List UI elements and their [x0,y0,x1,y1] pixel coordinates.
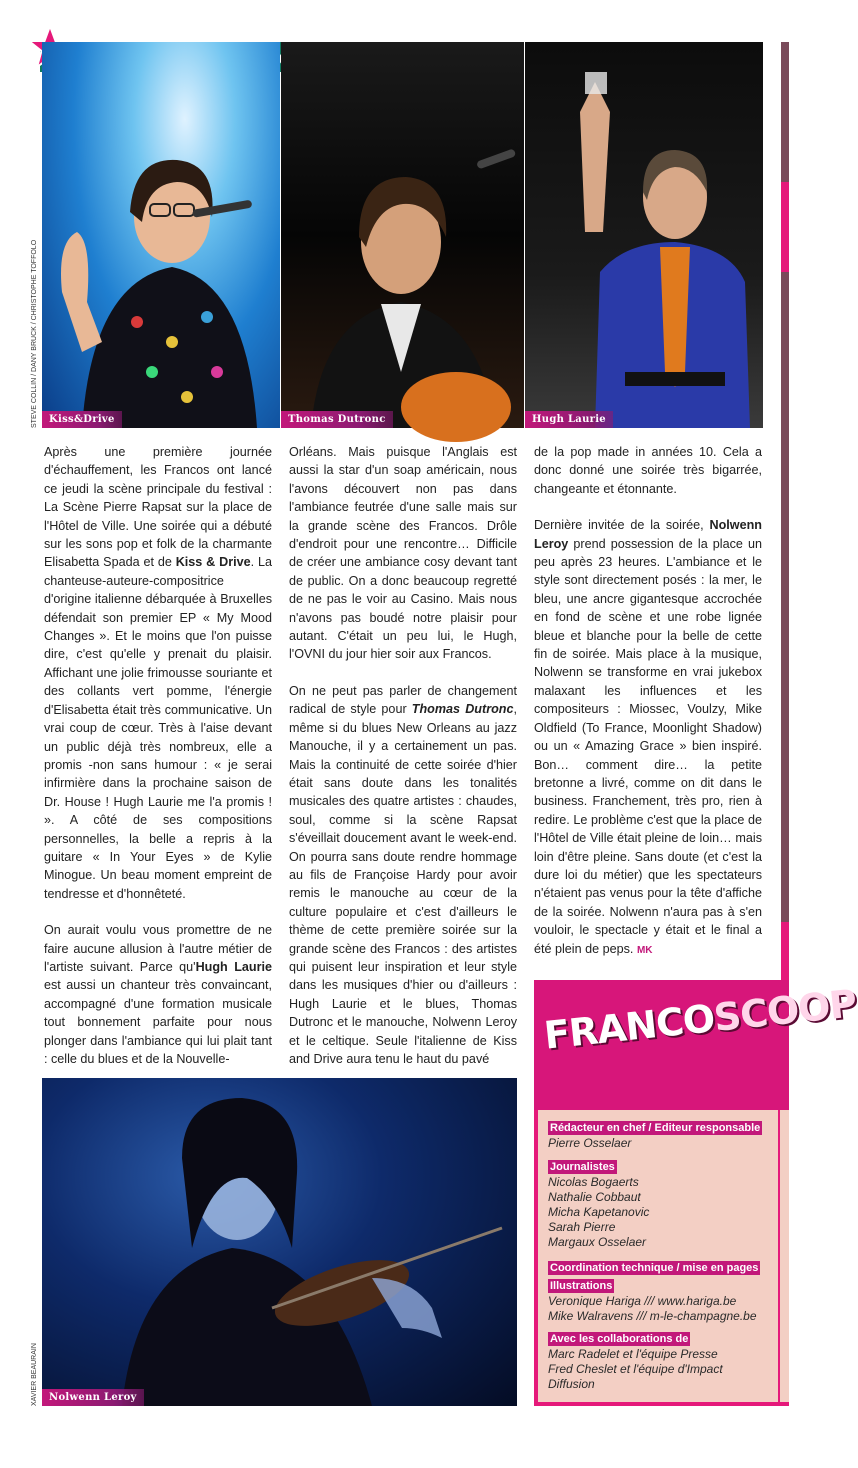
francoscoop-box [534,980,858,1406]
credits-line: Micha Kapetanovic [548,1205,650,1219]
photo-credit-top: STEVE COLLIN / DANY BRUCK / CHRISTOPHE TOFFOLO [31,239,38,428]
article-text: On aurait voulu vous promettre de ne faire aucune allusion à l'autre métier de l'artiste suivant. Parce qu' [44,923,272,974]
article-text: Dernière invitée de la soirée, [534,518,710,533]
credits-line: Marc Radelet et l'équipe Presse [548,1347,718,1361]
francoscoop-logo: FRANCOSCOOP [542,981,858,1058]
credits-line: Veronique Hariga /// www.hariga.be [548,1294,737,1308]
article-column-1 [44,443,272,1086]
credits-heading: Illustrations [550,1280,613,1292]
article-text: . La chanteuse-auteure-compositrice d'origine italienne débarquée à Bruxelles défendait son premier EP « My Mood Changes ». Et le moins que l'on puisse dire, c'est qu'elle y prenait du plaisir. Affichant une jolie frimousse souriante et des collants vert pomme, l'énergie d'Elisabetta était très communicative. Un vrai coup de cœur. Très à l'aise devant un public déjà très nombreux, elle a promis -non sans humour : « je serai infirmière dans la prochaine saison de Dr. House ! Hugh Laurie me l'a promis ! ». A côté de ses compositions personnelles, la belle a repris à la guitare « In Your Eyes » de Kylie Minogue. Un beau moment empreint de tendresse et d'honnêteté. [44,555,272,901]
credits-panel [538,1110,778,1402]
photo-caption: Kiss&Drive [42,411,122,428]
article-bold: Kiss & Drive [175,555,251,570]
photo-kiss-drive [42,42,280,428]
photo-thomas-dutronc [281,42,524,428]
article-text: Orléans. Mais puisque l'Anglais est aussi la star d'un soap américain, nous l'avons découvert non pas dans l'ambiance feutrée d'une salle mais sur la grande scène des Francos. Drôle d'endroit pour une rencontre… Difficile de créer une ambiance cosy devant tant de public. On a donc beaucoup regretté de ne pas le voir au Casino. Mais nous n'avons pas boudé notre plaisir pour autant. C'était un peu lui, le Hugh, l'OVNI du jour hier soir aux Francos. [289,445,517,662]
article-bold: Thomas Dutronc [411,702,514,717]
photo-caption: Thomas Dutronc [281,411,393,428]
credits-line: Nathalie Cobbaut [548,1190,641,1204]
photo-caption: Nolwenn Leroy [42,1389,144,1406]
article-column-2 [289,443,517,1086]
credits-line: Fred Cheslet et l'équipe d'Impact [548,1362,723,1376]
credits-heading: Journalistes [550,1161,615,1173]
credits-heading: Avec les collaborations de [550,1333,689,1345]
credits-line: Sarah Pierre [548,1220,616,1234]
credits-line: Nicolas Bogaerts [548,1175,639,1189]
article-text: , même si du blues New Orleans au jazz Manouche, il y a certainement un pas. Mais la continuité de cette soirée d'hier était sans doute dans les tonalités musicales des quatre artistes : chaudes, soul, comme si la scène Rapsat s'éveillait doucement avant le week-end. On pourra sans doute rendre hommage au fils de Françoise Hardy pour avoir remis le manouche au cœur de la culture populaire et c'est d'ailleurs le thème de cette première soirée sur la grande scène des Francos : des artistes qui puisent leur inspiration et leur style dans les musiques d'hier ou d'ailleurs : Hugh Laurie et le blues, Thomas Dutronc et le manouche, Nolwenn Leroy et le celtique. Seule l'italienne de Kiss and Drive aura tenu le haut du pavé [289,702,517,1066]
article-text: est aussi un chanteur très convaincant, accompagné d'une formation musicale tout bonnement parfaite pour nous plonger dans l'ambiance qui lui plait tant : celle du blues et de la Nouvelle- [44,978,272,1066]
article-bold: Hugh Laurie [195,959,272,974]
photo-hugh-laurie [525,42,763,428]
article-text: prend possession de la place un peu après 23 heures. L'ambiance et le style sont directement posés : la mer, le bleu, une ancre gigantesque accrochée en fond de scène et une robe lignée bleue et blanche pour la belle de cette fin de soirée. Mais place à la musique, Nolwenn se transforme en vrai jukebox malaxant les influences et les compositeurs : Miossec, Voulzy, Mike Oldfield (To France, Moonlight Shadow) ou un « Amazing Grace » bien inspiré. Bon… comment dire… la petite bretonne a livré, comme on dit dans le business. Franchement, très pro, rien à redire. Le problème c'est que la place de l'Hôtel de Ville était pleine de loin… mais loin d'être pleine. Sans doute (et c'est la dure loi du métier) que les spectateurs n'étaient pas venus pour la tête d'affiche de la soirée. Nolwenn n'aura pas à s'en vouloir, le spectacle y était et le final a été plein de peps. [534,536,762,956]
photo-caption: Hugh Laurie [525,411,613,428]
author-signature: MK [636,944,653,956]
article-bold: Nolwenn Leroy [534,518,762,551]
photo-nolwenn-leroy [42,1078,517,1406]
article-text: On ne peut pas parler de changement radical de style pour [289,683,517,717]
credits-line: Pierre Osselaer [548,1136,632,1150]
article-column-3 [534,443,762,978]
credits-panel-edge [780,1110,789,1402]
article-text: de la pop made in années 10. Cela a donc donné une soirée très bigarrée, changeante et étonnante. [534,445,762,496]
credits-heading: Rédacteur en chef / Editeur responsable [550,1122,761,1134]
photo-credit-bottom: XAVIER BEAURAIN [31,1343,38,1406]
article-text: Après une première journée d'échauffement, les Francos ont lancé ce jeudi la scène principale du festival : La Scène Pierre Rapsat sur la place de l'Hôtel de Ville. Une soirée qui a débuté sur les sons pop et folk de la charmante Elisabetta Spada et de [44,445,272,570]
credits-line: Margaux Osselaer [548,1235,647,1249]
credits-line: Diffusion [548,1377,595,1391]
credits-line: Mike Walravens /// m-le-champagne.be [548,1309,757,1323]
credits-heading: Coordination technique / mise en pages [550,1262,759,1274]
